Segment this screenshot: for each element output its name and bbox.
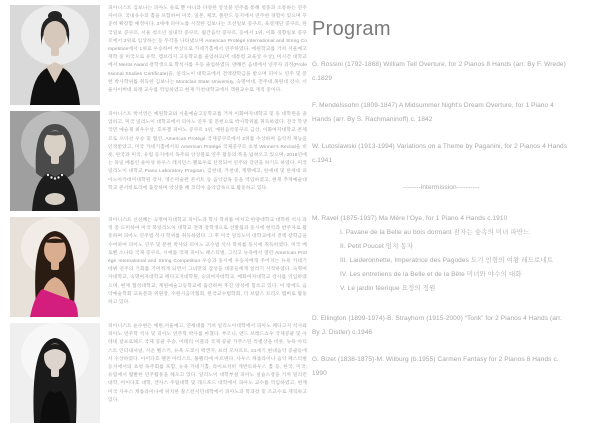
performer-photo-2 [10, 111, 100, 211]
program-item-mendelssohn: F. Mendelssohn (1809-1847) A Midsummer Night's Dream Overture, for 1 Piano 4 Hands (arr. By S. Rachmaninoff) c. 1842 [312, 102, 554, 123]
program-item-ellington: D. Ellington (1899-1974)-B. Strayhorn (1915-2000) “Tonk” for 2 Pianos 4 Hands (arr. By J. Distler) c.1946 [312, 315, 563, 336]
performer-bio-2: 피아니스트 박서영은 예원학교와 서울예술고등학교를 거쳐 이화여자대학교 및 동 대학원을 졸업하고, 미국 일리노이 대학교에서 피아노 연주 및 문헌으로 박사학위를 취득하였다. 전국 학생 국민 예술제 최우수상, 호루겔 피아노 콩쿠르 1위, 예원음악콩쿠르 금상, 이화여자대학교 콘체르토 오디션 우승 및 협연, American Protégé 국제콩쿠르에서 2위를 수상하며 음악적 재능을 인정받았고, 미국 카네기홀에서의 American Protégé 국제콩쿠르 초청 Winner's Recital을 비롯, 한국과 미국, 유럽 등지에서 독주와 앙상블로 연주 활동의 폭을 넓혀오고 있으며, 2018년에는 독일 베를린 운아성 하우스 레지던스 펠로우로 선정되어 연주와 강연을 하기도 하였다. 미국 일리노이 대학교 Piano Laboratory Program, 김천대, 가천대, 계명예고, 한세대 및 한세대 피아노아카데미대학원 강사, 영은미술관 콘서트 등 음악감독 등을 역임하였고, 현재 추계예술대학교 콘서바토리에 출강하며 앙상블 혜 코리아 음악감독으로 활동하고 있다. [108, 112, 307, 191]
ravel-movement-5: V. Le jardin féerique 요정의 정원 [340, 285, 436, 292]
ravel-movement-4: IV. Les entretiens de la Belle et de la Bête 미녀와 야수의 대화 [340, 271, 522, 278]
performer-row-4 [10, 323, 308, 423]
program-item-rossini: G. Rossini (1792-1868) William Tell Overture, for 2 Pianos 8 Hands (arr. By F. Wrede) c.1829 [312, 61, 566, 82]
performer-row-1 [10, 5, 308, 105]
program-item-ravel: M. Ravel (1875-1937) Ma Mère l'Oye, for 1 Piano 4 Hands c.1910 [312, 215, 508, 222]
performer-bio-4: 피아니스트 윤수현은 예원,서울예고, 연세대를 거쳐 일리노이대학에서 피아노 페다고지 석사와 피아노 연주학 석사 및 피아노 연주학 박사를 마쳤다. 부조니, 앤드 브레드쇼우 국제콩쿨 및 아테네 갈프로헤드 국제 콩쿨 우승, 이태리 이블라 국제 콩쿨 카푸스틴 특별상을 비롯, 뉴욕 아티스트 인터내셔널, 시온 벨스키, 뉴욕 도쿄시 맥켄지, 프리 모차르트, 21세기 현대음악 콩쿨등에서 수상하였다. 아이다호 팰콘 아티스트, 몽펠리에 아르텐다, 사우스 캐롤라이나 음악 페스티벌 등지에서의 초청 독주회를 포함, 뉴욕 카네기홀, 라이프치히 게반트하우스 홀 등, 한국, 미국, 유럽에서 활발한 연주활동을 해오고 있다. 일리노이 대학부설 피아노 실습소장을 거쳐 밀리킨대학, 아이다호 대학, 캔자스 주립대학 및 래드포드 대학에서 피아노 교수를 역임하였고, 현재 미국 사우스 캐롤라이나에 위치한 찰스턴서던대학에서 피아노과 학과장 및 조교수로 재직하고 있다. [108, 324, 307, 403]
performer-row-3 [10, 217, 308, 317]
performer-photo-4 [10, 323, 100, 423]
portrait-photo-icon [10, 323, 100, 423]
performer-bio-3: 피아니스트 신선혜는 숙명여자대학교 피아노과 학사 학위를 마치고 한양대학교 대학원 석사 과정 중 도미하여 미국 북일리노이 대학교 전액 장학생으로 선발됨과 동시에 현악과 반주자로 활동하며 피아노 연주법 석사 학위를 취득하였다. 그 후 미국 일리노이 대학교에서 전액 장학금을 수여하여 피아노 연주 및 문헌 박사와 피아노 교수법 석사 학위를 동시에 취득하였다. 미국 베토벤 소나타 국제 콩쿠르, 시애틀 국제 피아노 페스티벌, 그리고 뉴욕에서 열린 American Protégé International and String Competition 우승과 동시에 우승자에게 주어지는 뉴욕 카네기 데뷔 연주의 기회를 거머쥐게 되면서 그녀만의 감성을 대중들에게 알리기 시작하였다. 숙명여자대학교, 숙명여자대학교 페다고지대학원, 숭의여자대학교, 배화여자대학교 강사를 역임하였으며, 현재 협성대학교, 계원예술고등학교에 출강하며 후진 양성에 힘쓰고 있다. 이 밖에도 음악예술학회 교육분과 위원장, 수원시음악협회, 한국교수법학회, 더 브람스 트리오 멤버로 활동하고 있다. [108, 218, 307, 306]
ravel-movement-2: II. Petit Poucet 엄지 동자 [340, 243, 414, 250]
performers-column [10, 5, 308, 429]
ravel-movement-3: III. Laideronnette, Imperatrice des Pagodes 도기 인형의 여왕 레드로네트 [340, 257, 554, 264]
performer-bio-1: 피아니스트 김보나는 피아노 솔로 뿐 아니라 다양한 앙상블 연주를 통해 청중과 소통하는 연주자이다. 국내유수의 홀을 포함하여 미국, 일본, 체코, 폴란드 등지에서 연주한 경험이 있으며 꾸준히 확장할 예정이다. 3세에 피아노를 시작한 김보나는 조선일보 콩쿠르, 육영재단 콩쿠르, 한국일보 콩쿠르, 서울 청소년 실내악 콩쿠르, 월간음악 콩쿠르, 등에서 1위, 이화 경향일보 콩쿠르에서 3위로 입상하는 등 두각을 나타냈으며 American Protégé International and String Competition에서 1위로 우승하여 부상으로 카네기홀에서 연주하였다. 예원학교를 거쳐 서울예고 재학 중 미국으로 유학, 캠브리지 고등학교를 졸업하고(미 대통령 교육상 수상), 미시간 대학교에서 Merits Award 장학생으로 학석사를 우등 졸업하였다. 맨해튼 음대에서 연주자 과정(Professional Studies Certificate)을, 일리노이 대학교에서 전액장학금을 받으며 피아노 연주 및 문헌 박사학위를 취득한 김보나는 Montclair State University, 숙명여대, 전주대,목원대 강사, 서울사이버대 외래 교수를 역임하였고 현재 가천대학교에서 객원교수로 재직 중이다. [108, 6, 307, 94]
program-section [312, 18, 570, 394]
program-item-bizet: G. Bizet (1838-1875)-M. Wilburg (b.1955) Carmen Fantasy for 2 Pianos 8 Hands c. 1990 [312, 356, 559, 377]
performer-photo-1 [10, 5, 100, 105]
performer-photo-3 [10, 217, 100, 317]
intermission-label: --------intermission---------- [402, 184, 480, 191]
ravel-movement-1: I. Pavane de la Belle au bois dormant 잠자는 숲속의 미녀 파반느 [340, 229, 530, 236]
portrait-photo-icon [10, 5, 100, 105]
portrait-photo-icon [10, 217, 100, 317]
program-item-lutoslawski: W. Lutoslawski (1913-1994) Variations on a Theme by Paganini, for 2 Pianos 4 Hands c.1941 [312, 143, 568, 164]
program-title: Program [312, 18, 391, 40]
performer-row-2 [10, 111, 308, 211]
ravel-movements-list [312, 226, 570, 296]
portrait-photo-icon [10, 111, 100, 211]
